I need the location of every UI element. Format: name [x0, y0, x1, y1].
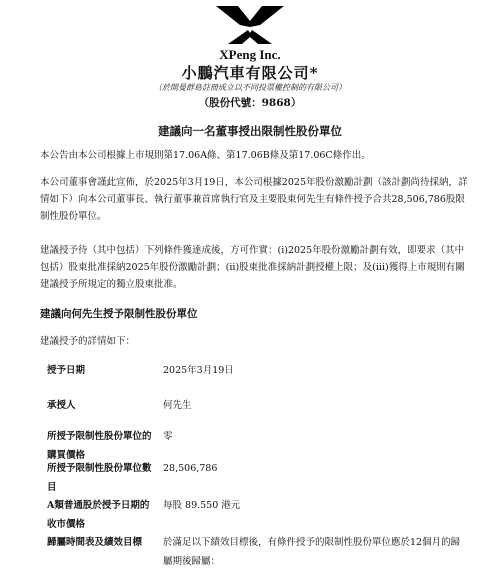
detail-value: 28,506,786 [163, 463, 218, 474]
detail-label: A類普通股於授予日期的收市價格 [47, 500, 150, 530]
section-heading: 建議向何先生授予限制性股份單位 [40, 308, 198, 320]
detail-value: 2025年3月19日 [163, 365, 234, 376]
detail-value: 每股 89.550 港元 [163, 500, 241, 511]
xpeng-logo-icon [214, 4, 286, 46]
company-name-en: XPeng Inc. [219, 47, 281, 62]
detail-value: 於滿足以下績效目標後，有條件授予的限制性股份單位應於12個月的歸屬期後歸屬： [163, 537, 461, 567]
company-incorporation-note: （於開曼群島註冊成立以不同投票權控制的有限公司） [154, 83, 346, 92]
detail-label: 所授予限制性股份單位數目 [47, 463, 152, 493]
detail-value: 零 [163, 431, 173, 442]
detail-label: 授予日期 [47, 365, 86, 376]
detail-label: 所授予限制性股份單位的購買價格 [47, 431, 152, 461]
stock-code: （股份代號：9868） [198, 97, 302, 109]
paragraph-listing-rules: 本公告由本公司根據上市規則第17.06A條、第17.06B條及第17.06C條作出。 [40, 150, 371, 161]
section-intro: 建議授予的詳情如下： [40, 336, 136, 347]
detail-label: 承授人 [47, 400, 76, 411]
detail-value: 何先生 [163, 400, 192, 411]
paragraph-conditions: 建議授予待（其中包括）下列條件獲達成後，方可作實：(i)2025年股份激勵計劃有效，即要求（其中包括）股東批准採納2025年股份激勵計劃；(ii)股東批准採納計劃授權上限；及(iii)獲得上市規則有關建議授予所規定的獨立股東批准。 [40, 245, 465, 290]
detail-label: 歸屬時間表及績效目標 [47, 537, 143, 548]
announcement-title: 建議向一名董事授出限制性股份單位 [158, 124, 342, 138]
paragraph-board-announcement: 本公司董事會謹此宣佈，於2025年3月19日，本公司根據2025年股份激勵計劃（該計劃尚待採納，詳情如下）向本公司董事長、執行董事兼首席執行官及主要股東何先生有條件授予合共28,506,786股限制性股份單位。 [40, 177, 468, 222]
company-name-zh: 小鵬汽車有限公司* [181, 64, 319, 82]
